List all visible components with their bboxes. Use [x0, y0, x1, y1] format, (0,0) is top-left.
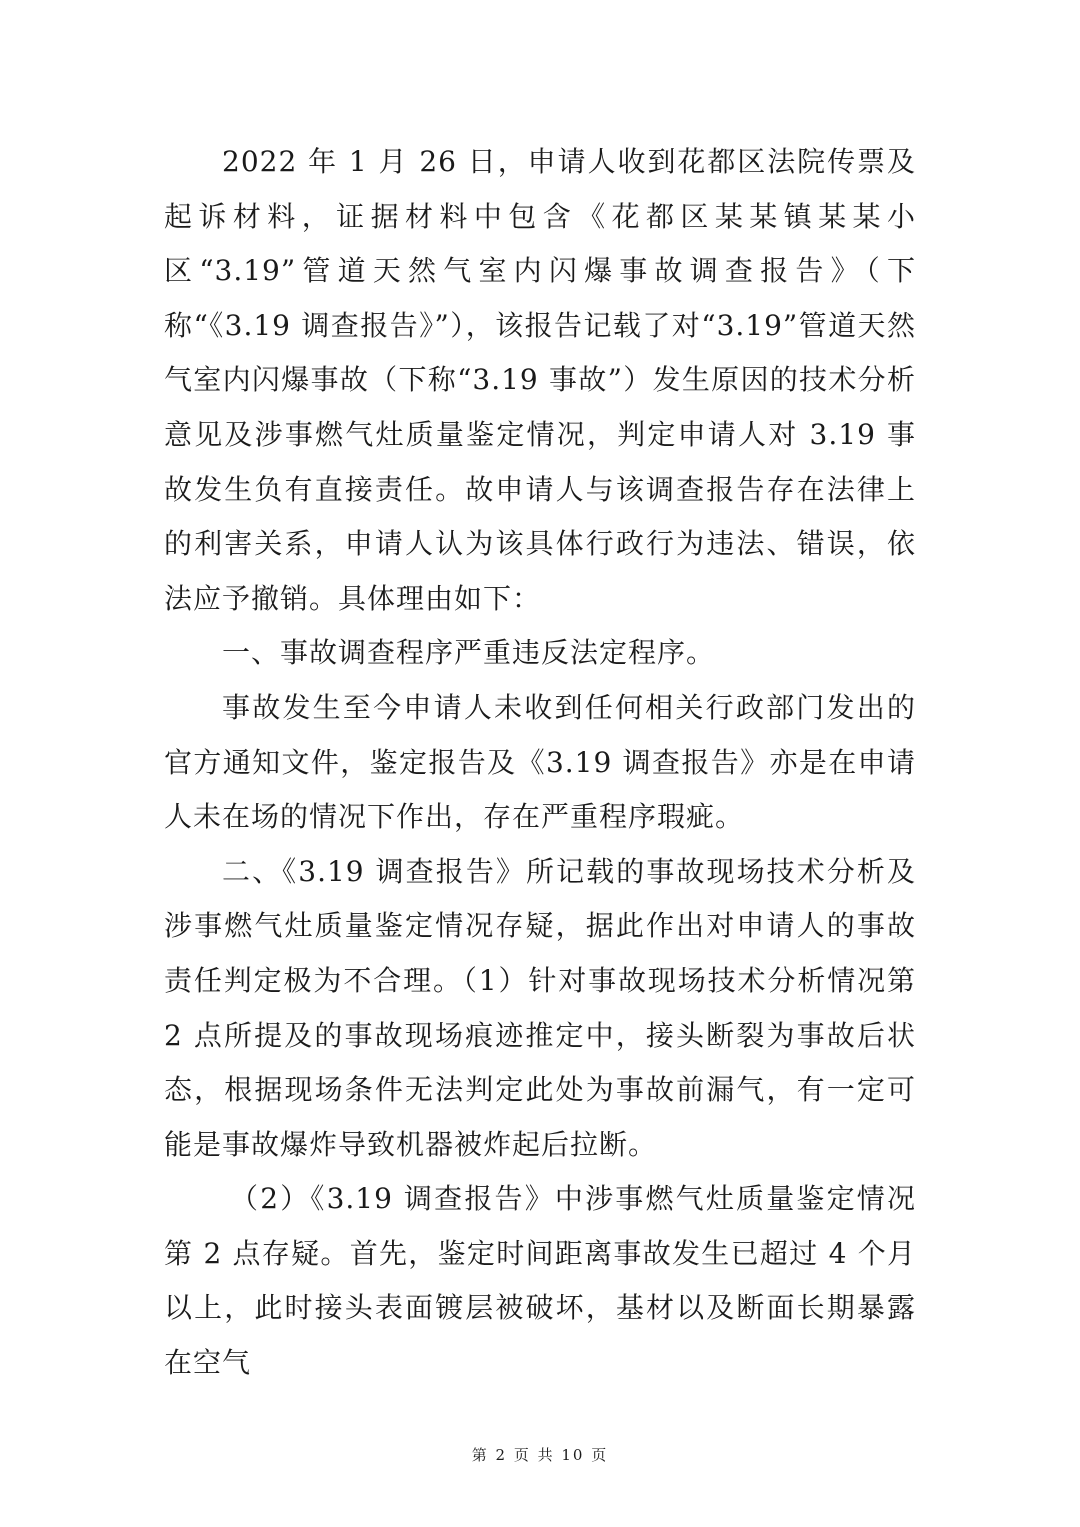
document-body — [164, 135, 916, 1391]
page-number-footer: 第 2 页 共 10 页 — [471, 1446, 609, 1464]
paragraph-background: 2022 年 1 月 26 日，申请人收到花都区法院传票及起诉材料，证据材料中包含《花都区某某镇某某小区“3.19”管道天然气室内闪爆事故调查报告》（下称“《3.19 调查报告》”），该报告记载了对“3.19”管道天然气室内闪爆事故（下称“3.19 事故”）发生原因的技术分析意见及涉事燃气灶质量鉴定情况，判定申请人对 3.19 事故发生负有直接责任。故申请人与该调查报告存在法律上的利害关系，申请人认为该具体行政行为违法、错误，依法应予撤销。具体理由如下： — [164, 145, 916, 615]
section-heading-procedure: 一、事故调查程序严重违反法定程序。 — [222, 636, 716, 670]
paragraph-procedure: 事故发生至今申请人未收到任何相关行政部门发出的官方通知文件，鉴定报告及《3.19 调查报告》亦是在申请人未在场的情况下作出，存在严重程序瑕疵。 — [164, 690, 916, 834]
section-heading-report-doubts: 二、《3.19 调查报告》所记载的事故现场技术分析及涉事燃气灶质量鉴定情况存疑，据此作出对申请人的事故责任判定极为不合理。（1）针对事故现场技术分析情况第 2 点所提及的事故现场痕迹推定中，接头断裂为事故后状态，根据现场条件无法判定此处为事故前漏气，有一定可能是事故爆炸导致机器被炸起后拉断。 — [164, 854, 916, 1161]
paragraph-quality-doubts: （2）《3.19 调查报告》中涉事燃气灶质量鉴定情况第 2 点存疑。首先，鉴定时间距离事故发生已超过 4 个月以上，此时接头表面镀层被破坏，基材以及断面长期暴露在空气 — [164, 1182, 916, 1380]
